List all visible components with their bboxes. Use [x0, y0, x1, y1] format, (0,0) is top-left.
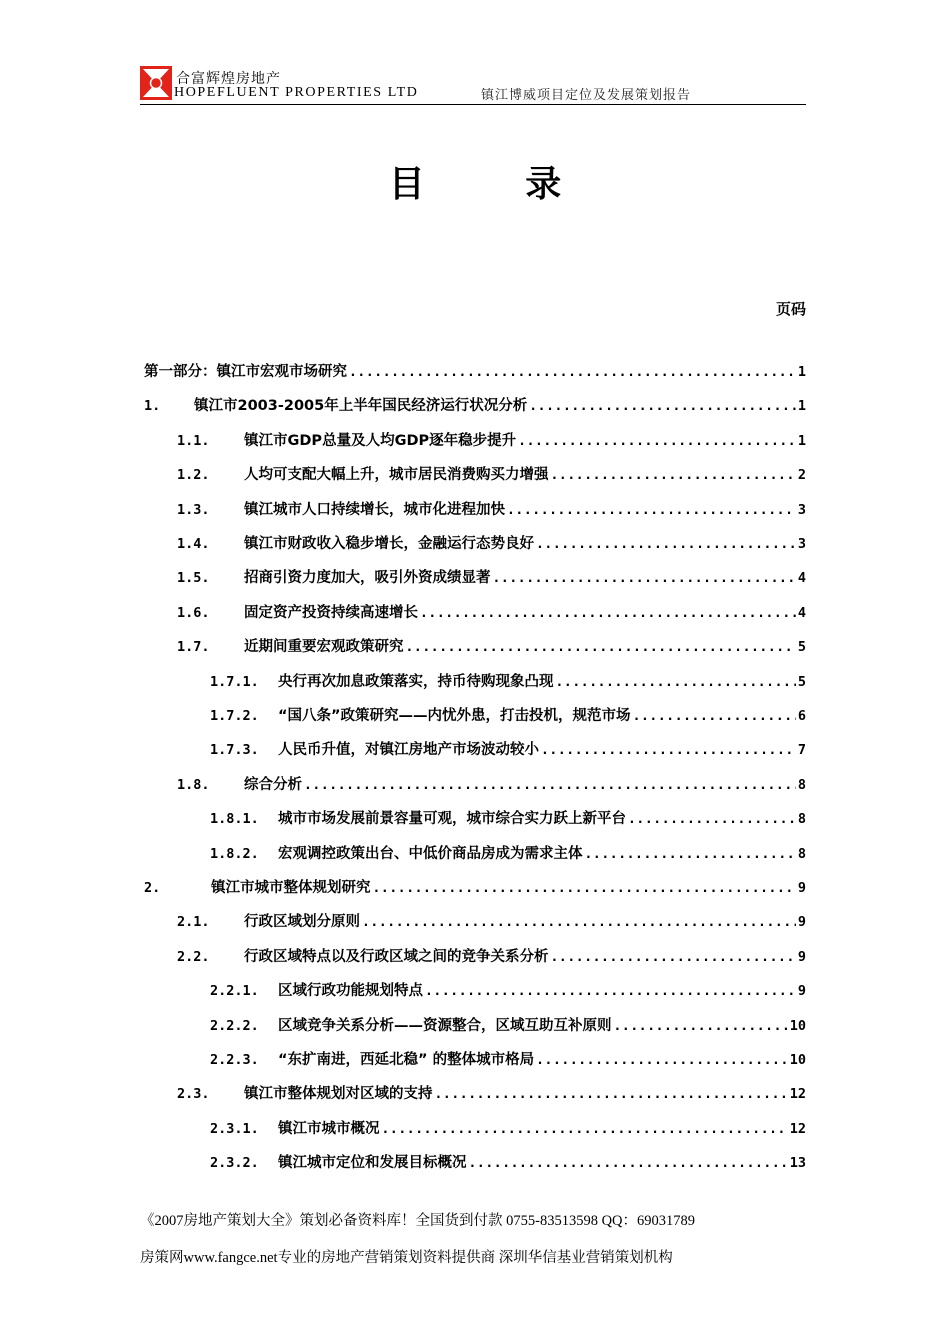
- toc-entry-page: 2: [797, 467, 806, 484]
- toc-entry-title: 镇江市2003-2005年上半年国民经济运行状况分析: [194, 398, 528, 415]
- toc-entry-title: 第一部分：镇江市宏观市场研究: [144, 364, 347, 380]
- toc-entry-number: 2.1.: [177, 914, 210, 931]
- toc-entry[interactable]: [177, 429, 806, 451]
- toc-entry-number: 2.2.: [177, 948, 210, 965]
- toc-entry-number: 1.7.1.: [210, 673, 259, 690]
- toc-entry-page: 12: [789, 1086, 806, 1103]
- toc-entry-page: 1: [797, 432, 806, 449]
- company-name-en: HOPEFLUENT PROPERTIES LTD: [174, 85, 419, 100]
- toc-entry-number: 1.2.: [177, 467, 210, 484]
- toc-entry-title: 镇江城市人口持续增长，城市化进程加快: [244, 501, 505, 518]
- toc-entry-title: 镇江市城市概况: [278, 1120, 380, 1137]
- toc-dot-leader: [551, 950, 796, 965]
- toc-entry[interactable]: [177, 463, 806, 485]
- toc-entry[interactable]: [210, 1117, 806, 1139]
- hopefluent-logo-icon: [140, 66, 172, 100]
- toc-entry-page: 9: [797, 948, 806, 965]
- toc-entry-page: 10: [789, 1052, 806, 1068]
- toc-dot-leader: [362, 915, 796, 930]
- toc-entry-number: 1.7.: [177, 639, 210, 656]
- toc-entry-title: 央行再次加息政策落实，持币待购现象凸现: [278, 673, 554, 690]
- toc-entry[interactable]: [210, 1048, 806, 1070]
- toc-entry-number: 1.5.: [177, 570, 210, 587]
- toc-dot-leader: [633, 709, 796, 724]
- company-name-cn: 合富辉煌房地产: [176, 71, 281, 87]
- toc-entry-title: “国八条”政策研究——内忧外患，打击投机，规范市场: [278, 708, 631, 724]
- footer-line-2: 房策网www.fangce.net专业的房地产营销策划资料提供商 深圳华信基业营销策划机构: [140, 1250, 673, 1266]
- toc-entry-page: 8: [797, 776, 806, 793]
- toc-entry-title: 镇江市GDP总量及人均GDP逐年稳步提升: [244, 432, 517, 449]
- toc-entry-page: 5: [797, 673, 806, 690]
- toc-dot-leader: [425, 984, 796, 999]
- toc-heading: 目 录: [388, 164, 606, 205]
- toc-dot-leader: [420, 606, 796, 621]
- toc-dot-leader: [541, 743, 796, 758]
- toc-entry-page: 7: [797, 742, 806, 759]
- toc-dot-leader: [304, 778, 796, 793]
- toc-entry[interactable]: [210, 1151, 806, 1173]
- toc-entry-page: 8: [797, 845, 806, 862]
- toc-entry-page: 3: [797, 501, 806, 518]
- toc-entry-title: 行政区域特点以及行政区域之间的竞争关系分析: [244, 948, 549, 965]
- toc-entry[interactable]: [177, 773, 806, 795]
- toc-entry-page: 4: [797, 604, 806, 621]
- toc-entry-page: 1: [797, 364, 806, 380]
- toc-entry-page: 3: [797, 536, 806, 552]
- toc-entry-number: 1.8.1.: [210, 811, 259, 828]
- toc-dot-leader: [507, 503, 796, 518]
- footer-line-1: 《2007房地产策划大全》策划必备资料库！全国货到付款 0755-83513598 QQ：69031789: [140, 1213, 696, 1229]
- toc-dot-leader: [382, 1122, 788, 1137]
- toc-entry-number: 2.3.1.: [210, 1120, 259, 1137]
- toc-dot-leader: [493, 571, 796, 586]
- toc-entry[interactable]: [210, 738, 806, 760]
- toc-dot-leader: [349, 365, 796, 380]
- toc-entry[interactable]: [210, 704, 806, 726]
- toc-entry-page: 1: [797, 398, 806, 415]
- toc-entry-page: 9: [797, 983, 806, 1000]
- toc-entry[interactable]: [177, 601, 806, 623]
- toc-dot-leader: [556, 675, 796, 690]
- toc-entry[interactable]: [144, 394, 806, 416]
- toc-entry-title: 人民币升值，对镇江房地产市场波动较小: [278, 742, 539, 759]
- toc-entry[interactable]: [210, 807, 806, 829]
- toc-entry-title: 镇江市城市整体规划研究: [211, 880, 371, 896]
- toc-entry-number: 2.: [144, 880, 161, 896]
- toc-entry-number: 2.2.3.: [210, 1052, 259, 1068]
- toc-dot-leader: [469, 1156, 788, 1171]
- toc-entry-page: 4: [797, 570, 806, 587]
- toc-dot-leader: [551, 468, 796, 483]
- toc-entry[interactable]: [177, 635, 806, 657]
- toc-entry[interactable]: [177, 1082, 806, 1104]
- toc-entry-title: 近期间重要宏观政策研究: [244, 639, 404, 656]
- toc-entry-number: 1.6.: [177, 604, 210, 621]
- toc-dot-leader: [536, 1053, 788, 1068]
- toc-entry-number: 1.3.: [177, 501, 210, 518]
- toc-dot-leader: [373, 881, 796, 896]
- toc-entry[interactable]: [144, 876, 806, 898]
- toc-entry-page: 10: [789, 1017, 806, 1034]
- toc-entry[interactable]: [210, 842, 806, 864]
- toc-entry-title: 综合分析: [244, 776, 302, 793]
- toc-entry[interactable]: [144, 360, 806, 382]
- toc-dot-leader: [518, 434, 796, 449]
- toc-entry[interactable]: [210, 1014, 806, 1036]
- toc-dot-leader: [536, 537, 796, 552]
- toc-entry[interactable]: [177, 566, 806, 588]
- toc-entry-title: 固定资产投资持续高速增长: [244, 604, 418, 621]
- header-divider: [140, 104, 806, 105]
- toc-entry-number: 1.8.2.: [210, 845, 259, 862]
- toc-entry-number: 1.1.: [177, 432, 210, 449]
- toc-entry-number: 1.: [144, 398, 161, 415]
- toc-entry-page: 9: [797, 880, 806, 896]
- toc-entry-number: 2.3.2.: [210, 1155, 259, 1172]
- toc-entry-number: 2.3.: [177, 1086, 210, 1103]
- toc-dot-leader: [529, 399, 796, 414]
- toc-entry[interactable]: [177, 910, 806, 932]
- toc-entry-title: 行政区域划分原则: [244, 914, 360, 931]
- toc-entry-number: 1.4.: [177, 536, 210, 552]
- toc-entry-page: 5: [797, 639, 806, 656]
- toc-entry-page: 9: [797, 914, 806, 931]
- toc-entry[interactable]: [177, 498, 806, 520]
- toc-entry-title: 招商引资力度加大，吸引外资成绩显著: [244, 570, 491, 587]
- toc-entry-number: 1.7.3.: [210, 742, 259, 759]
- toc-dot-leader: [614, 1019, 788, 1034]
- page-column-label: 页码: [775, 300, 806, 318]
- toc-entry-title: 城市市场发展前景容量可观，城市综合实力跃上新平台: [278, 811, 626, 828]
- toc-dot-leader: [585, 847, 796, 862]
- toc-entry-page: 12: [789, 1120, 806, 1137]
- toc-entry-title: 镇江市财政收入稳步增长，金融运行态势良好: [244, 536, 534, 552]
- toc-entry-number: 2.2.1.: [210, 983, 259, 1000]
- toc-dot-leader: [435, 1087, 788, 1102]
- toc-entry[interactable]: [177, 945, 806, 967]
- toc-entry[interactable]: [177, 532, 806, 554]
- toc-entry[interactable]: [210, 670, 806, 692]
- toc-entry-number: 1.7.2.: [210, 708, 259, 724]
- toc-entry-title: 镇江城市定位和发展目标概况: [278, 1155, 467, 1172]
- toc-entry-title: 宏观调控政策出台、中低价商品房成为需求主体: [278, 845, 583, 862]
- toc-entry-page: 8: [797, 811, 806, 828]
- toc-entry-page: 13: [789, 1155, 806, 1172]
- toc-entry[interactable]: [210, 979, 806, 1001]
- toc-entry-title: 人均可支配大幅上升，城市居民消费购买力增强: [244, 467, 549, 484]
- toc-entry-title: 区域行政功能规划特点: [278, 983, 423, 1000]
- toc-dot-leader: [406, 640, 796, 655]
- report-title: 镇江博威项目定位及发展策划报告: [481, 88, 692, 103]
- toc-entry-page: 6: [797, 708, 806, 724]
- toc-entry-number: 2.2.2.: [210, 1017, 259, 1034]
- toc-entry-number: 1.8.: [177, 776, 210, 793]
- page-header: [140, 66, 806, 106]
- toc-dot-leader: [628, 812, 796, 827]
- toc-entry-title: “东扩南进，西延北稳” 的整体城市格局: [278, 1052, 535, 1068]
- toc-entry-title: 区域竞争关系分析——资源整合，区域互助互补原则: [278, 1017, 612, 1034]
- toc-entry-title: 镇江市整体规划对区域的支持: [244, 1086, 433, 1103]
